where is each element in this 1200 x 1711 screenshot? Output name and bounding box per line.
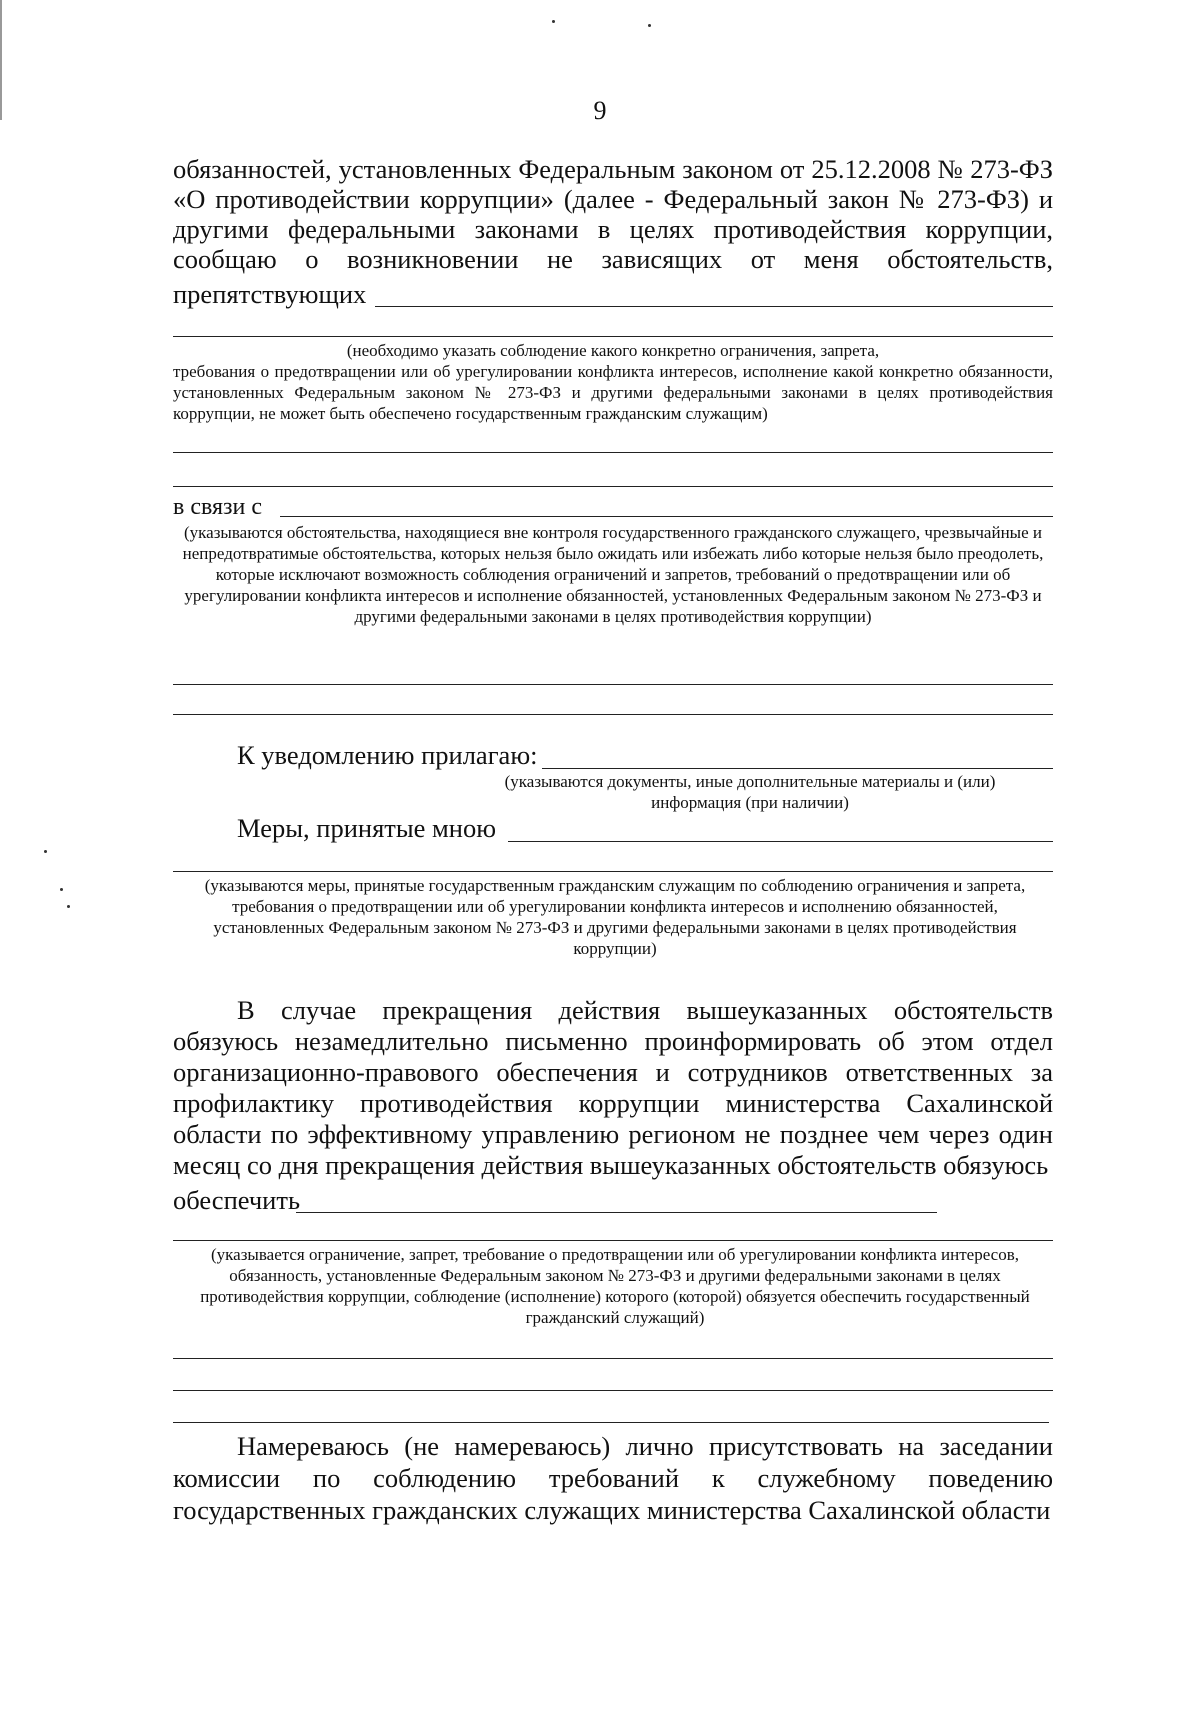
scan-speck [60, 888, 63, 891]
paragraph-1-line: «О противодействии коррупции» (далее - Федеральный закон № 273-ФЗ) и [173, 184, 1053, 214]
obligation-fill-line-2[interactable] [173, 1390, 1053, 1391]
note-measures: (указываются меры, принятые государственным гражданским служащим по соблюдению ограничения и запрета, требования о предотвращении или об урегулировании конфликта интересов и исполнению обязанностей, установленных Федеральным законом № 273-ФЗ и другими федеральными законами в целях противодействия коррупции) [204, 876, 1026, 958]
note-line: требования о предотвращении или об урегулировании конфликта интересов, исполнение какой конкретно обязанности, установленных Федеральным законом № 273-ФЗ и другими федеральными законами в целях противодействия коррупции, не может быть обеспечено государственным гражданским служащим) [173, 362, 1053, 423]
paragraph-1 [173, 154, 1053, 274]
in-connection-label: в связи с [173, 494, 263, 520]
paragraph-3: Намереваюсь (не намереваюсь) лично присутствовать на заседании комиссии по соблюдению требований к служебному поведению государственных гражданских служащих министерства Сахалинской области [173, 1431, 1053, 1525]
scan-speck [552, 20, 555, 23]
attachments-label: К уведомлению прилагаю: [237, 740, 538, 770]
note-restriction [173, 340, 1053, 424]
paragraph-1-line: сообщаю о возникновении не зависящих от меня обстоятельств, [173, 244, 1053, 274]
obstacles-label: препятствующих [173, 279, 367, 309]
obstacles-fill-line[interactable] [375, 306, 1053, 307]
obligation-fill-line-1[interactable] [173, 1358, 1053, 1359]
circumstances-fill-line-1[interactable] [173, 684, 1053, 685]
measures-fill-line[interactable] [508, 841, 1053, 842]
measures-fill-line-2[interactable] [173, 871, 1053, 872]
page-number: 9 [593, 96, 607, 125]
measures-label: Меры, принятые мною [237, 813, 497, 843]
attachments-fill-line[interactable] [542, 768, 1053, 769]
note-obligation: (указывается ограничение, запрет, требование о предотвращении или об урегулировании конфликта интересов, обязанность, установленные Федеральным законом № 273-ФЗ и другими федеральными законами в целях противодействия коррупции, соблюдение (исполнение) которого (которой) обязуется обеспечить государственный гражданский служащий) [200, 1245, 1030, 1327]
ensure-label: обеспечить [173, 1185, 301, 1215]
obligation-fill-line-3[interactable] [173, 1422, 1049, 1423]
restriction-fill-line-1[interactable] [173, 452, 1053, 453]
note-circumstances: (указываются обстоятельства, находящиеся вне контроля государственного гражданского служащего, чрезвычайные и непредотвратимые обстоятельства, которых нельзя было ожидать или избежать либо которые нельзя было преодолеть, которые исключают возможность соблюдения ограничений и запретов, требований о предотвращении или об урегулировании конфликта интересов и исполнение обязанностей, установленных Федеральным законом № 273-ФЗ и другими федеральными законами в целях противодействия коррупции) [182, 523, 1044, 626]
ensure-fill-line[interactable] [296, 1212, 937, 1213]
note-attachments: (указываются документы, иные дополнительные материалы и (или) информация (при наличии) [504, 772, 996, 812]
paragraph-1-line: обязанностей, установленных Федеральным законом от 25.12.2008 № 273-ФЗ [173, 154, 1053, 184]
obstacles-fill-line-2[interactable] [173, 336, 1053, 337]
circumstances-fill-line-2[interactable] [173, 714, 1053, 715]
note-line: (необходимо указать соблюдение какого конкретно ограничения, запрета, [346, 341, 880, 360]
scan-speck [44, 850, 47, 853]
paragraph-1-line: другими федеральными законами в целях противодействия коррупции, [173, 214, 1053, 244]
restriction-fill-line-2[interactable] [173, 486, 1053, 487]
scan-speck [648, 24, 651, 27]
scan-speck [67, 905, 70, 908]
in-connection-fill-line[interactable] [280, 516, 1053, 517]
ensure-fill-line-2[interactable] [173, 1240, 1053, 1241]
paragraph-2: В случае прекращения действия вышеуказанных обстоятельств обязуюсь незамедлительно письменно проинформировать об этом отдел организационно-правового обеспечения и сотрудников ответственных за профилактику противодействия коррупции министерства Сахалинской области по эффективному управлению регионом не позднее чем через один месяц со дня прекращения действия вышеуказанных обстоятельств обязуюсь [173, 995, 1053, 1180]
